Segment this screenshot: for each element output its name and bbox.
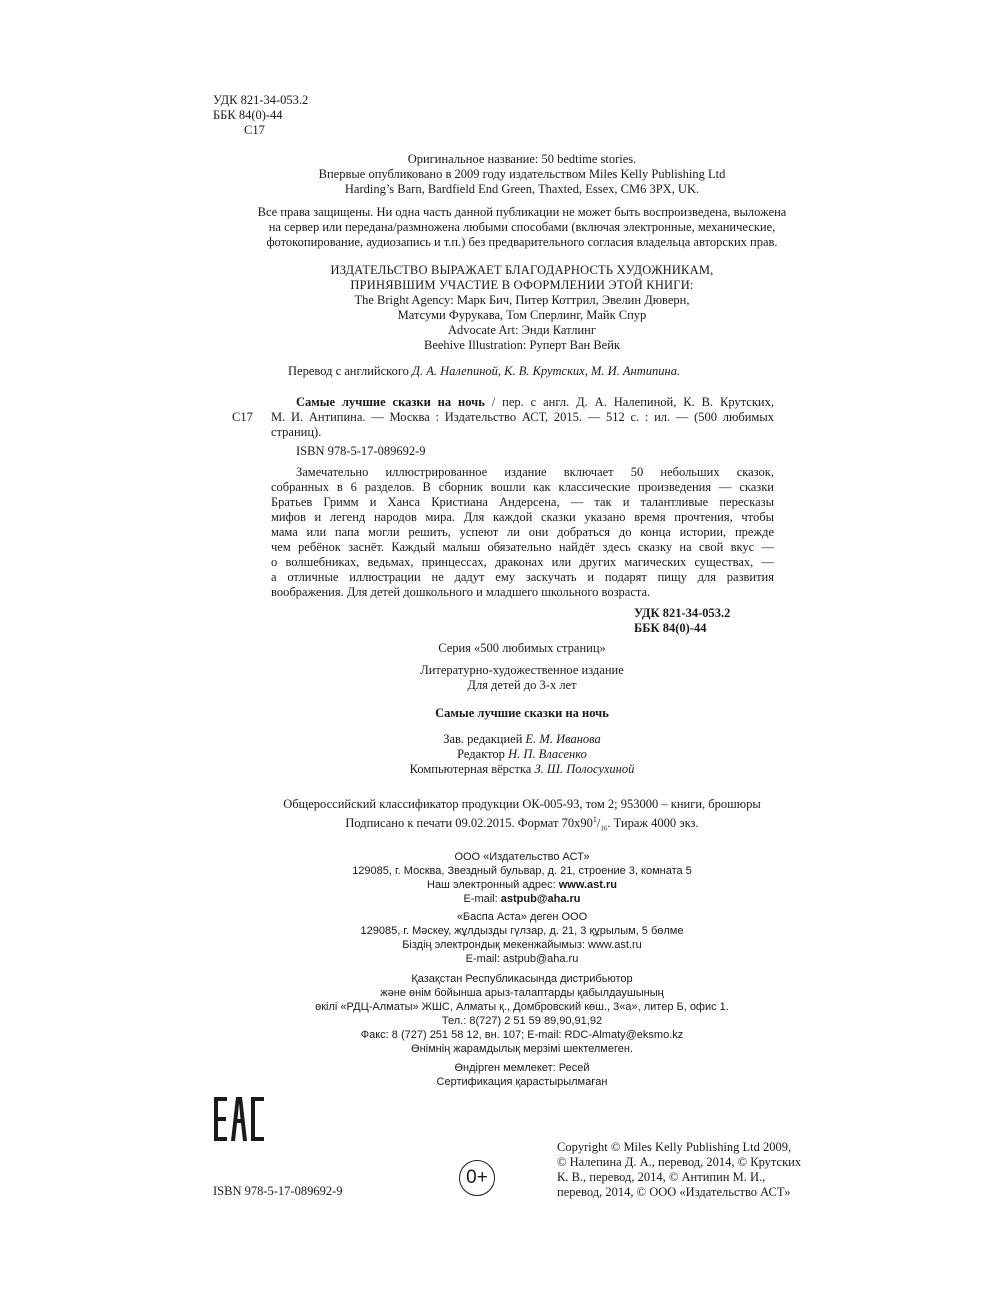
udk-code: УДК 821-34-053.2 [634,606,731,620]
biblio-record [271,395,774,440]
artists-line: Матсуми Фурукава, Том Сперлинг, Майк Спур [397,308,647,322]
biblio-title: Самые лучшие сказки на ночь [296,395,485,409]
copyright-line: © Налепина Д. А., перевод, 2014, © Крутских [557,1155,802,1169]
kz-distributor-line: Тел.: 8(727) 2 51 59 89,90,91,92 [441,1015,603,1027]
kz-distributor-block [222,972,822,1056]
thanks-heading: ПРИНЯВШИМ УЧАСТИЕ В ОФОРМЛЕНИИ ЭТОЙ КНИГИ: [350,278,694,292]
original-title-line: Оригинальное название: 50 bedtime stories. [407,152,637,166]
artists-line: Beehive Illustration: Руперт Ван Вейк [424,338,620,352]
annotation-line: собранных в 6 разделов. В сборник вошли как классические произведения — сказки [271,480,774,494]
classifier: Общероссийский классификатор продукции ОК-005-93, том 2; 953000 – книги, брошюры [283,797,761,811]
annotation [271,465,774,600]
kz-publisher-line: 129085, г. Мәскеу, жұлдызды гүлзар, д. 21, 3 құрылым, 5 бөлме [360,925,684,937]
signed-line: Подписано к печати 09.02.2015. Формат $70х90^1/_{16}$. Тираж 4000 экз. [345,815,699,833]
translation-line [288,364,680,379]
udk-block [213,93,308,138]
series: Серия «500 любимых страниц» [438,641,606,655]
kz-publisher-line: Біздің электрондық мекенжайымыз: www.ast.ru [402,939,642,951]
staff-line: Редактор Н. П. Власенко [457,747,587,761]
kz-publisher-line: «Баспа Аста» деген ООО [456,911,588,923]
translation-prefix: Перевод с английского [288,364,413,378]
translators: Д. А. Налепиной, К. В. Крутских, М. И. Антипина. [412,364,681,378]
publisher-block [222,850,822,906]
copyright-block [557,1140,801,1200]
annotation-line: чем ребёнок заснёт. Каждый малыш обязательно найдёт здесь сказку на свой вкус — [271,540,774,554]
publisher-web-link[interactable]: www.ast.ru [558,879,617,891]
bbk-code: ББК 84(0)-44 [213,108,283,122]
kz-distributor-line: өкілі «РДЦ-Алматы» ЖШС, Алматы қ., Домбровский көш., 3«а», литер Б, офис 1. [315,1001,729,1013]
isbn-bottom: ISBN 978-5-17-089692-9 [213,1184,343,1198]
publisher-name: ООО «Издательство АСТ» [454,851,590,863]
eac-logo [214,1097,264,1141]
kz-origin-line: Сертификация қарастырылмаған [436,1076,608,1088]
annotation-line: Замечательно иллюстрированное издание включает 50 небольших сказок, [296,465,774,479]
kz-origin-block [222,1061,822,1089]
age-rating-badge: 0+ [459,1160,495,1196]
publisher-email-link[interactable]: astpub@aha.ru [500,893,581,905]
biblio-code: С17 [232,410,253,424]
original-title-line: Впервые опубликовано в 2009 году издательством Miles Kelly Publishing Ltd [318,167,726,181]
rights-line: Все права защищены. Ни одна часть данной публикации не может быть воспроизведена, выложена [257,205,787,219]
kz-distributor-line: Қазақстан Республикасында дистрибьютор [411,973,633,985]
annotation-line: Братьев Гримм и Ханса Кристиана Андерсена, — так и талантливые пересказы [271,495,774,509]
kz-publisher-line: E-mail: astpub@aha.ru [465,953,579,965]
artists-line: The Bright Agency: Марк Бич, Питер Коттрил, Эвелин Дюверн, [354,293,690,307]
annotation-line: а отличные иллюстрации не дадут ему заскучать и подарят пищу для развития [271,570,774,584]
kz-origin-line: Өндірген мемлекет: Ресей [454,1062,590,1074]
kz-distributor-line: және өнім бойынша арыз-талаптарды қабылдаушының [380,987,664,999]
original-title-line: Harding’s Barn, Bardfield End Green, Thaxted, Essex, CM6 3PX, UK. [344,182,700,196]
book-title: Самые лучшие сказки на ночь [435,706,609,720]
kz-distributor-line: Факс: 8 (727) 251 58 12, вн. 107; E-mail: RDC-Almaty@eksmo.kz [360,1029,684,1041]
artists-line: Advocate Art: Энди Катлинг [448,323,596,337]
staff-line: Компьютерная вёрстка З. Ш. Полосухиной [409,762,635,776]
kz-publisher-block [222,910,822,966]
rights-line: на сервер или передана/размножена любыми способами (включая электронные, механические, [268,220,776,234]
staff-block [222,732,822,777]
publisher-address: 129085, г. Москва, Звездный бульвар, д. 21, строение 3, комната 5 [352,865,692,877]
udk-right-block [634,606,730,636]
edition-type-line: Литературно-художественное издание [420,663,624,677]
annotation-line: о волшебниках, ведьмах, принцессах, драконах или других магических существах, — [271,555,774,569]
author-mark: С17 [244,123,265,137]
copyright-line: перевод, 2014, © ООО «Издательство АСТ» [557,1185,791,1199]
edition-type-line: Для детей до 3-х лет [467,678,577,692]
staff-line: Зав. редакцией Е. М. Иванова [443,732,601,746]
print-info [212,797,832,837]
biblio-line: страниц). [271,425,322,439]
biblio-line: Самые лучшие сказки на ночь / пер. с англ. Д. А. Налепиной, К. В. Крутских, [296,395,774,409]
artists-thanks-block [222,263,822,353]
original-title-block [222,152,822,197]
isbn-record: ISBN 978-5-17-089692-9 [296,444,426,458]
copyright-line: К. В., перевод, 2014, © Антипин М. И., [557,1170,766,1184]
annotation-line: мама или папа могли решить, успеют ли они добраться до конца истории, прежде [271,525,774,539]
annotation-line: воображения. Для детей дошкольного и младшего школьного возраста. [271,585,651,599]
annotation-line: мифов и легенд народов мира. Для каждой сказки указано время прочтения, чтобы [271,510,774,524]
biblio-line: М. И. Антипина. — Москва : Издательство АСТ, 2015. — 512 с. : ил. — (500 любимых [271,410,774,424]
edition-type [222,663,822,693]
bbk-code: ББК 84(0)-44 [634,621,707,635]
thanks-heading: ИЗДАТЕЛЬСТВО ВЫРАЖАЕТ БЛАГОДАРНОСТЬ ХУДОЖНИКАМ, [330,263,714,277]
copyright-line: Copyright © Miles Kelly Publishing Ltd 2009, [557,1140,792,1154]
udk-code: УДК 821-34-053.2 [213,93,309,107]
publisher-web: Наш электронный адрес: www.ast.ru [427,879,617,891]
rights-block [212,205,832,250]
publisher-email: E-mail: astpub@aha.ru [463,893,581,905]
rights-line: фотокопирование, аудиозапись и т.п.) без предварительного согласия владельца авторских прав. [266,235,778,249]
kz-distributor-line: Өнімнің жарамдылық мерзімі шектелмеген. [411,1043,633,1055]
